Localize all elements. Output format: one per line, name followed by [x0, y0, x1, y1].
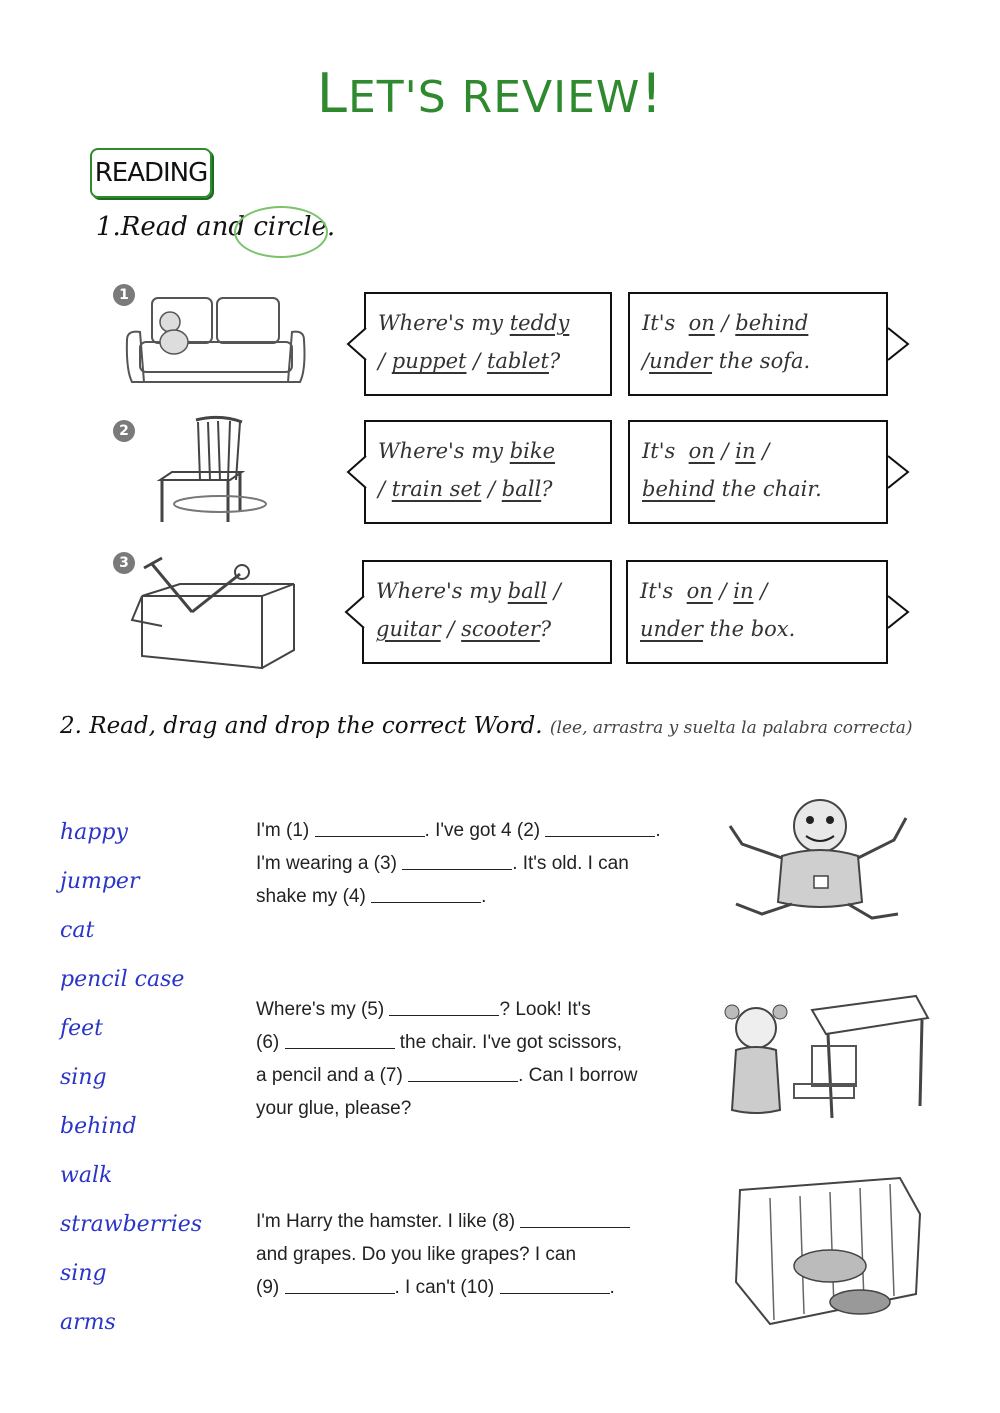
item-number-1: 1 — [113, 284, 135, 306]
exercise1-title: 1.Read and circle. — [96, 212, 336, 242]
word-bank-item[interactable]: happy — [60, 820, 128, 845]
word-bank-item[interactable]: cat — [60, 918, 95, 943]
word-bank-item[interactable]: strawberries — [60, 1212, 203, 1237]
q-sep: / — [447, 617, 455, 641]
a-option[interactable]: under — [649, 349, 713, 373]
circle-highlight-ring — [234, 206, 328, 258]
q-option[interactable]: bike — [509, 439, 556, 463]
drop-blank-2[interactable] — [545, 818, 655, 837]
para-text: . — [655, 820, 661, 841]
a-option[interactable]: behind — [642, 477, 716, 501]
para-text: (6) — [256, 1032, 285, 1053]
para-text: I'm (1) — [256, 820, 315, 841]
a-end: the chair. — [721, 477, 822, 501]
question-bubble-2 — [364, 420, 612, 524]
q-lead: Where's my — [376, 579, 502, 603]
word-bank-item[interactable]: sing — [60, 1065, 107, 1090]
girl-table-illustration — [716, 988, 928, 1120]
a-option[interactable]: on — [686, 579, 713, 603]
a-sep: / — [721, 311, 729, 335]
bubble-pointer-left — [348, 456, 366, 488]
q-option[interactable]: ball — [507, 579, 548, 603]
q-end: ? — [541, 477, 553, 501]
drop-blank-1[interactable] — [315, 818, 425, 837]
word-bank-item[interactable]: sing — [60, 1261, 107, 1286]
drop-blank-6[interactable] — [285, 1030, 395, 1049]
title-bang: ! — [640, 62, 664, 125]
para-text: . — [481, 886, 487, 907]
q-option[interactable]: train set — [391, 477, 482, 501]
exercise2-title-text: 2. Read, drag and drop the correct Word. — [60, 713, 543, 739]
answer-bubble-2 — [628, 420, 888, 524]
a-option[interactable]: in — [733, 579, 754, 603]
paragraph-2 — [256, 993, 706, 1125]
para-text: . It's old. I can — [512, 853, 629, 874]
a-sep: / — [760, 579, 768, 603]
para-text: . I've got 4 (2) — [424, 820, 546, 841]
q-sep: / — [473, 349, 481, 373]
bubble-pointer-right — [888, 596, 908, 628]
para-text: and grapes. Do you like grapes? I can — [256, 1244, 577, 1265]
para-text: (9) — [256, 1277, 285, 1298]
answer-bubble-3 — [626, 560, 888, 664]
q-lead: Where's my — [378, 439, 504, 463]
box-scooter-illustration — [132, 556, 298, 672]
a-option[interactable]: in — [735, 439, 756, 463]
para-text: I'm wearing a (3) — [256, 853, 403, 874]
para-text: . Can I borrow — [518, 1065, 638, 1086]
a-end: the sofa. — [718, 349, 811, 373]
drop-blank-7[interactable] — [408, 1063, 518, 1082]
page-title — [0, 62, 990, 125]
a-option[interactable]: on — [688, 439, 715, 463]
q-end: ? — [548, 349, 561, 373]
a-lead: It's — [640, 579, 674, 603]
answer-bubble-1 — [628, 292, 888, 396]
q-sep: / — [488, 477, 496, 501]
word-bank-item[interactable]: jumper — [60, 869, 140, 894]
q-option[interactable]: guitar — [376, 617, 441, 641]
q-option[interactable]: puppet — [391, 349, 467, 373]
item-number-2: 2 — [113, 420, 135, 442]
chair-illustration — [150, 412, 280, 524]
item-number-3: 3 — [113, 552, 135, 574]
q-option[interactable]: ball — [501, 477, 542, 501]
para-text: shake my (4) — [256, 886, 372, 907]
word-bank-item[interactable]: pencil case — [60, 967, 185, 992]
para-text: your glue, please? — [256, 1098, 412, 1119]
word-bank-item[interactable]: arms — [60, 1310, 116, 1335]
a-sep: / — [721, 439, 729, 463]
a-lead: It's — [642, 439, 676, 463]
a-sep: / — [719, 579, 727, 603]
bubble-pointer-left — [348, 328, 366, 360]
title-rest: ET'S REVIEW — [347, 72, 641, 123]
para-text: ? Look! It's — [499, 999, 591, 1020]
para-text: the chair. I've got scissors, — [394, 1032, 622, 1053]
bubble-pointer-right — [888, 328, 908, 360]
q-option[interactable]: scooter — [461, 617, 540, 641]
drop-blank-8[interactable] — [520, 1209, 630, 1228]
title-cap: L — [316, 62, 348, 125]
word-bank-item[interactable]: behind — [60, 1114, 137, 1139]
a-sep: / — [642, 349, 650, 373]
paragraph-3 — [256, 1205, 706, 1304]
reading-section-label — [90, 148, 212, 198]
q-option[interactable]: teddy — [509, 311, 570, 335]
para-text: . I can't (10) — [394, 1277, 500, 1298]
a-option[interactable]: on — [688, 311, 715, 335]
a-option[interactable]: under — [640, 617, 703, 641]
q-sep: / — [378, 477, 386, 501]
para-text: . — [609, 1277, 615, 1298]
paragraph-1 — [256, 814, 706, 913]
drop-blank-5[interactable] — [389, 997, 499, 1016]
para-text: a pencil and a (7) — [256, 1065, 409, 1086]
q-sep: / — [378, 349, 386, 373]
a-end: the box. — [709, 617, 796, 641]
word-bank-item[interactable]: walk — [60, 1163, 113, 1188]
a-lead: It's — [642, 311, 676, 335]
exercise2-title — [60, 708, 940, 746]
hamster-cage-illustration — [730, 1174, 926, 1330]
monster-jumper-illustration — [722, 784, 912, 924]
sofa-illustration — [122, 290, 308, 400]
reading-label-text: READING — [94, 158, 208, 188]
bubble-pointer-right — [888, 456, 908, 488]
question-bubble-3 — [362, 560, 612, 664]
drop-blank-3[interactable] — [402, 851, 512, 870]
a-option[interactable]: behind — [735, 311, 809, 335]
q-sep: / — [553, 579, 561, 603]
a-sep: / — [762, 439, 770, 463]
bubble-pointer-left — [346, 596, 364, 628]
para-text: I'm Harry the hamster. I like (8) — [256, 1211, 521, 1232]
para-text: Where's my (5) — [256, 999, 390, 1020]
question-bubble-1 — [364, 292, 612, 396]
exercise2-subtitle: (lee, arrastra y suelta la palabra correcta) — [549, 718, 913, 738]
q-end: ? — [539, 617, 552, 641]
drop-blank-10[interactable] — [500, 1275, 610, 1294]
drop-blank-4[interactable] — [371, 884, 481, 903]
drop-blank-9[interactable] — [285, 1275, 395, 1294]
q-lead: Where's my — [378, 311, 504, 335]
word-bank-item[interactable]: feet — [60, 1016, 104, 1041]
q-option[interactable]: tablet — [486, 349, 549, 373]
